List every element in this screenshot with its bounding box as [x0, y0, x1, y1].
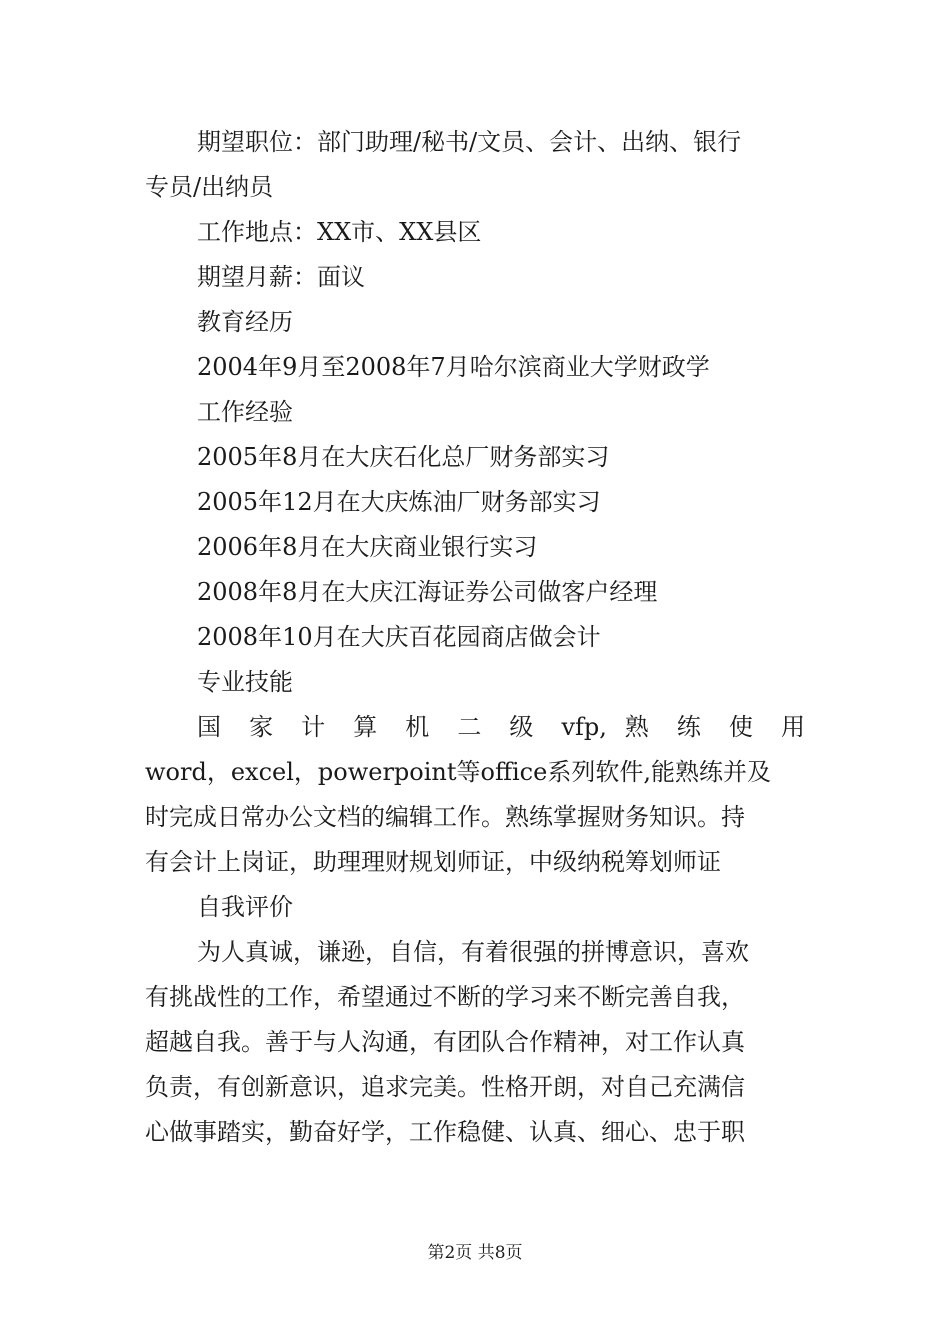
text-line-experience-entry: 2008年8月在大庆江海证券公司做客户经理 [197, 578, 658, 606]
text-line-skills: 国 家 计 算 机 二 级 vfp, 熟 练 使 用 [197, 713, 805, 741]
text-line-skills-cont: 有会计上岗证，助理理财规划师证，中级纳税筹划师证 [145, 848, 721, 876]
text-line-skills-cont: 时完成日常办公文档的编辑工作。熟练掌握财务知识。持 [145, 803, 745, 831]
text-line-self-evaluation-cont: 心做事踏实，勤奋好学，工作稳健、认真、细心、忠于职 [145, 1118, 745, 1146]
text-line-self-evaluation-cont: 超越自我。善于与人沟通，有团队合作精神，对工作认真 [145, 1028, 745, 1056]
text-line-experience-entry: 2008年10月在大庆百花园商店做会计 [197, 623, 601, 651]
text-line-self-evaluation: 为人真诚，谦逊，自信，有着很强的拼博意识，喜欢 [197, 938, 749, 966]
section-heading-skills: 专业技能 [197, 668, 293, 696]
text-line-self-evaluation-cont: 负责，有创新意识，追求完美。性格开朗，对自己充满信 [145, 1073, 745, 1101]
text-line-expected-position-cont: 专员/出纳员 [145, 173, 274, 201]
text-line-education-entry: 2004年9月至2008年7月哈尔滨商业大学财政学 [197, 353, 710, 381]
text-line-expected-position: 期望职位：部门助理/秘书/文员、会计、出纳、银行 [197, 128, 742, 156]
text-line-experience-entry: 2005年12月在大庆炼油厂财务部实习 [197, 488, 601, 516]
section-heading-work-experience: 工作经验 [197, 398, 293, 426]
text-line-experience-entry: 2005年8月在大庆石化总厂财务部实习 [197, 443, 610, 471]
document-page [145, 120, 805, 1155]
page-number-footer: 第2页 共8页 [427, 1243, 523, 1263]
text-line-expected-salary: 期望月薪：面议 [197, 263, 365, 291]
text-line-self-evaluation-cont: 有挑战性的工作，希望通过不断的学习来不断完善自我， [145, 983, 745, 1011]
text-line-experience-entry: 2006年8月在大庆商业银行实习 [197, 533, 538, 561]
text-line-skills-cont: word，excel，powerpoint等office系列软件,能熟练并及 [145, 758, 771, 786]
text-line-work-location: 工作地点：XX市、XX县区 [197, 218, 482, 246]
section-heading-self-evaluation: 自我评价 [197, 893, 293, 921]
section-heading-education: 教育经历 [197, 308, 293, 336]
